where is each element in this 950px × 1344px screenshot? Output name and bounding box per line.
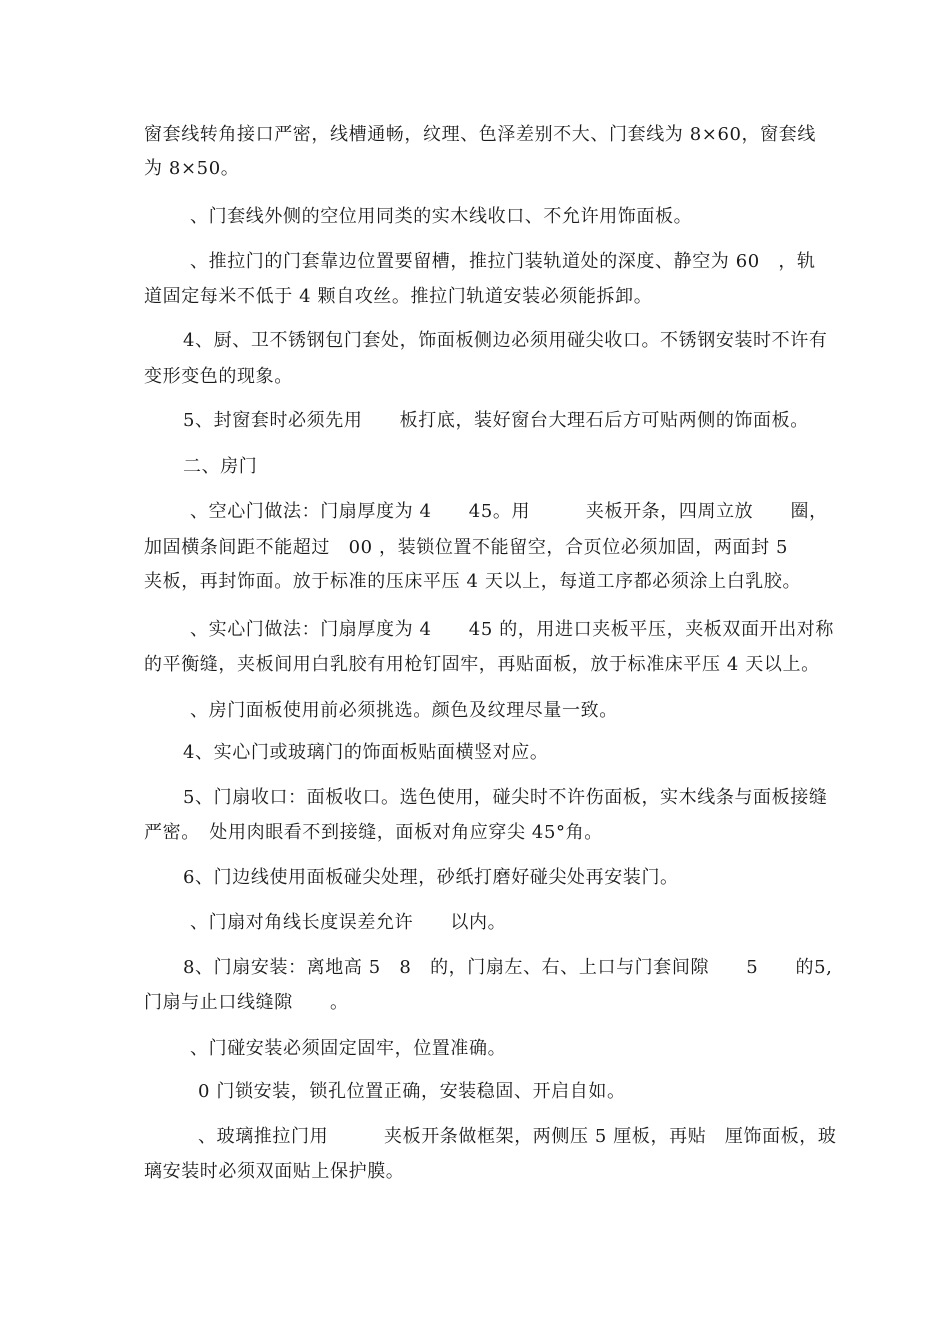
paragraph-line: 夹板，再封饰面。放于标准的压床平压 4 天以上，每道工序都必须涂上白乳胶。 — [144, 571, 802, 592]
paragraph-line: 0 门锁安装，锁孔位置正确，安装稳固、开启自如。 — [198, 1081, 626, 1102]
paragraph-line: 璃安装时必须双面贴上保护膜。 — [144, 1161, 405, 1182]
paragraph-line: 严密。 处用肉眼看不到接缝，面板对角应穿尖 45°角。 — [144, 822, 603, 843]
paragraph-line: 窗套线转角接口严密，线槽通畅，纹理、色泽差别不大、门套线为 8×60，窗套线 — [144, 124, 816, 145]
paragraph-line: 门扇与止口线缝隙 。 — [144, 992, 349, 1013]
paragraph-line: 、推拉门的门套靠边位置要留槽，推拉门装轨道处的深度、静空为 60 ，轨 — [190, 251, 816, 272]
section-heading: 二、房门 — [183, 456, 258, 477]
paragraph-line: 的平衡缝，夹板间用白乳胶有用枪钉固牢，再贴面板，放于标准床平压 4 天以上。 — [144, 654, 820, 675]
paragraph-line: 、门套线外侧的空位用同类的实木线收口、不允许用饰面板。 — [190, 206, 693, 227]
paragraph-line: 道固定每米不低于 4 颗自攻丝。推拉门轨道安装必须能拆卸。 — [144, 286, 653, 307]
paragraph-line: 4、厨、卫不锈钢包门套处，饰面板侧边必须用碰尖收口。不锈钢安装时不许有 — [183, 330, 828, 351]
paragraph-line: 、空心门做法：门扇厚度为 4 45。用 夹板开条，四周立放 圈， — [190, 501, 828, 522]
paragraph-line: 5、封窗套时必须先用 板打底，装好窗台大理石后方可贴两侧的饰面板。 — [183, 410, 809, 431]
paragraph-line: 为 8×50。 — [144, 158, 240, 179]
paragraph-line: 、玻璃推拉门用 夹板开条做框架，两侧压 5 厘板，再贴 厘饰面板，玻 — [198, 1126, 837, 1147]
paragraph-line: 8、门扇安装：离地高 5 8 的，门扇左、右、上口与门套间隙 5 的5, — [183, 957, 833, 978]
paragraph-line: 加固横条间距不能超过 00 ，装锁位置不能留空，合页位必须加固，两面封 5 — [144, 537, 788, 558]
paragraph-line: 变形变色的现象。 — [144, 366, 293, 387]
paragraph-line: 、实心门做法：门扇厚度为 4 45 的，用进口夹板平压，夹板双面开出对称 — [190, 619, 834, 640]
paragraph-line: 6、门边线使用面板碰尖处理，砂纸打磨好碰尖处再安装门。 — [183, 867, 679, 888]
paragraph-line: 、门扇对角线长度误差允许 以内。 — [190, 912, 507, 933]
paragraph-line: 4、实心门或玻璃门的饰面板贴面横竖对应。 — [183, 742, 549, 763]
paragraph-line: 、门碰安装必须固定固牢，位置准确。 — [190, 1038, 507, 1059]
paragraph-line: 5、门扇收口：面板收口。选色使用，碰尖时不许伤面板，实木线条与面板接缝 — [183, 787, 828, 808]
paragraph-line: 、房门面板使用前必须挑选。颜色及纹理尽量一致。 — [190, 700, 618, 721]
